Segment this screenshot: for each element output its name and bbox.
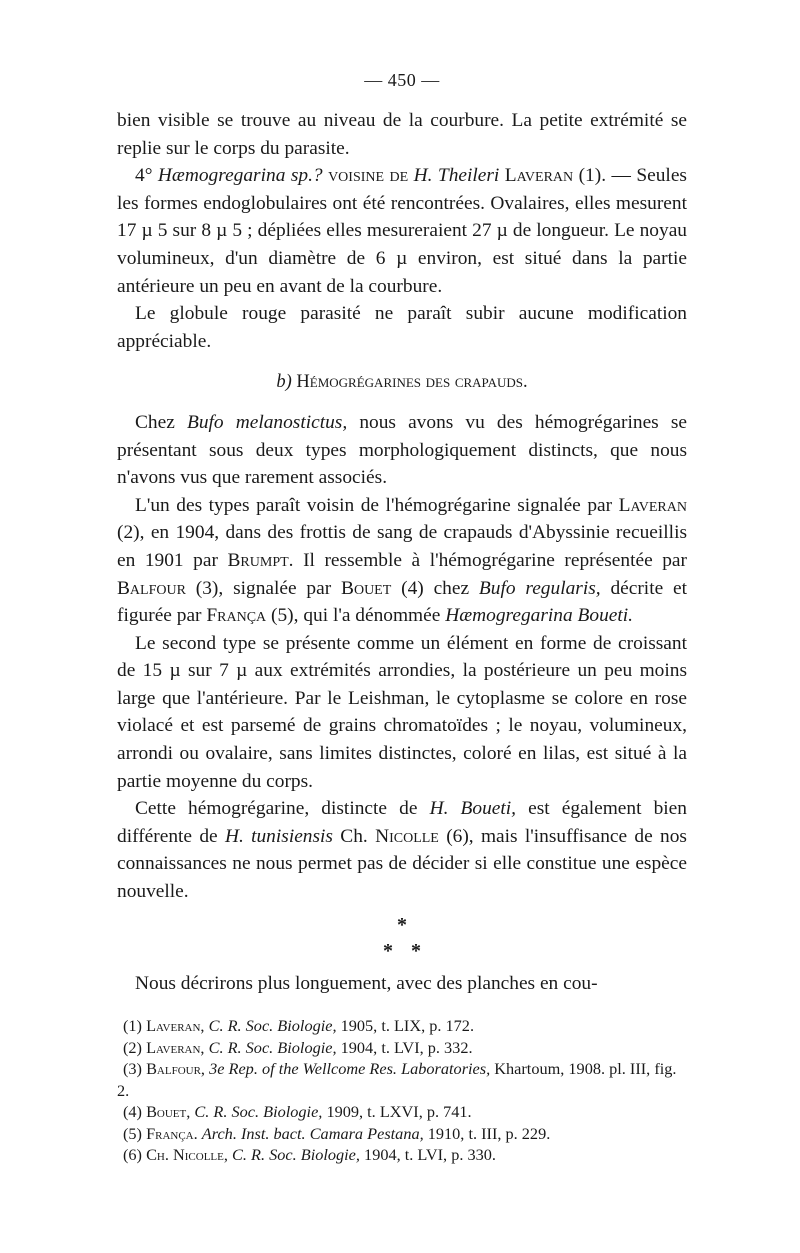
author-name: Laveran [618, 494, 687, 516]
footnote-number: (2) [123, 1037, 147, 1057]
asterisk: * [397, 913, 407, 936]
footnote-number: (6) [123, 1145, 147, 1165]
species-name: H. tunisiensis [224, 825, 333, 847]
author-name: Nicolle [375, 825, 439, 847]
species-name: H. Theileri [413, 165, 500, 187]
footnote-author: Ch. Nicolle, [146, 1145, 228, 1165]
genus-name: Hæmogregarina sp.? [157, 165, 323, 187]
paragraph-2 [117, 162, 687, 300]
footnote-journal: C. R. Soc. Biologie, [194, 1102, 323, 1122]
species-name: Bufo regularis, [478, 577, 601, 599]
text-span: L'un des types paraît voisin de l'hémogrégarine signalée par [135, 494, 619, 516]
footnote [117, 1123, 687, 1145]
footnote-author: Laveran, [146, 1016, 205, 1036]
text-span: (5), qui l'a dénommée [266, 605, 446, 627]
paragraph-8: Nous décrirons plus longuement, avec des planches en cou- [135, 972, 598, 994]
footnotes [117, 1015, 687, 1166]
author-name: Bouet [341, 577, 392, 599]
footnote-number: (3) [123, 1059, 147, 1079]
text-span: (4) chez [391, 577, 479, 599]
text-span: Cette hémogrégarine, distincte de [135, 798, 430, 820]
page-number: — 450 — [364, 70, 440, 90]
footnote [117, 1037, 687, 1059]
footnote [117, 1101, 687, 1123]
text-span: nous avons vu des hémogrégarines se présentant sous deux types morphologiquement distincts, que nous n'avons vus que rarement associés. [117, 411, 687, 489]
item-number: 4° [135, 165, 158, 187]
paragraph-1: bien visible se trouve au niveau de la courbure. La petite extrémité se replie sur le corps du parasite. [117, 110, 687, 159]
footnote-number: (5) [123, 1123, 147, 1143]
paragraph-7 [117, 795, 687, 905]
footnote-author: Balfour, [146, 1059, 205, 1079]
text-span: (6), mais l'insuffisance de nos connaissances ne nous permet pas de décider si elle constitue une espèce nouvelle. [117, 825, 687, 903]
footnote [117, 1015, 687, 1037]
footnote-number: (4) [123, 1102, 147, 1122]
footnote-rest: 1905, t. LIX, p. 172. [336, 1016, 475, 1036]
footnote-number: (1) [123, 1016, 147, 1036]
paragraph-5 [117, 492, 687, 630]
text-span: décrite et figurée par [117, 577, 688, 627]
text-span: Chez [135, 411, 187, 433]
text-span: (3), signalée par [185, 577, 342, 599]
footnote-rest: 1909, t. LXVI, p. 741. [322, 1102, 472, 1122]
asterisk-row [117, 938, 687, 964]
author-name: Laveran [504, 165, 574, 187]
section-heading: Hémogrégarines des crapauds. [296, 372, 528, 393]
section-title [117, 369, 687, 397]
species-name: Bufo melanostictus, [186, 411, 348, 433]
page [117, 70, 687, 1166]
footnote-author: França. [146, 1123, 198, 1143]
footnote-journal: C. R. Soc. Biologie, [208, 1037, 337, 1057]
paragraph-4 [117, 409, 687, 492]
footnote-rest: 1904, t. LVI, p. 330. [359, 1145, 496, 1165]
paragraph-3: Le globule rouge parasité ne paraît subir aucune modification appréciable. [117, 303, 687, 352]
species-name: H. Boueti, [429, 798, 517, 820]
asterisk: * [411, 939, 421, 962]
footnote-author: Laveran, [146, 1037, 205, 1057]
section-break-asterisks [117, 912, 687, 964]
voisine-de: voisine de [322, 165, 414, 187]
paragraph-6: Le second type se présente comme un élément en forme de croissant de 15 µ sur 7 µ aux extrémités arrondies, la postérieure un peu moins large que l'antérieure. Par le Leishman, le cytoplasme se colore en rose violacé et est parsemé de grains chromatoïdes ; le noyau, volumineux, arrondi ou ovalaire, sans limites distinctes, coloré en lilas, est situé à la partie moyenne du corps. [117, 632, 687, 792]
author-name: Balfour [117, 577, 186, 599]
footnote-journal: Arch. Inst. bact. Camara Pestana, [201, 1123, 424, 1143]
footnote-rest: 1910, t. III, p. 229. [423, 1123, 551, 1143]
footnote-author: Bouet, [146, 1102, 191, 1122]
footnote [117, 1058, 687, 1101]
footnote-rest: 1904, t. LVI, p. 332. [336, 1037, 473, 1057]
paragraph-2-rest: (1). — Seules les formes endoglobulaires ont été rencontrées. Ovalaires, elles mesurent 17 µ 5 sur 8 µ 5 ; dépliées elles mesureraient 27 µ de longueur. Le noyau volumineux, d'un diamètre de 6 µ environ, est situé dans la partie antérieure un peu en avant de la courbure. [117, 165, 687, 297]
section-label: b) [276, 372, 292, 393]
footnote [117, 1144, 687, 1166]
author-name: França [206, 605, 267, 627]
author-name: Brumpt [227, 549, 289, 571]
text-span: . Il ressemble à l'hémogrégarine représentée par [288, 549, 687, 571]
text-span: Ch. [332, 825, 376, 847]
text-span: est également bien différente de [117, 798, 687, 847]
footnote-journal: C. R. Soc. Biologie, [232, 1145, 360, 1165]
species-name: Hæmogregarina Boueti. [445, 605, 634, 627]
footnote-rest: Khartoum, 1908. pl. III, fig. 2. [117, 1059, 677, 1100]
footnote-journal: C. R. Soc. Biologie, [208, 1016, 337, 1036]
footnote-journal: 3e Rep. of the Wellcome Res. Laboratories, [209, 1059, 491, 1079]
body-text [117, 107, 687, 997]
asterisk: * [383, 939, 393, 962]
text-span: (2), en 1904, dans des frottis de sang de crapauds d'Abyssinie recueillis en 1901 par [117, 522, 687, 571]
